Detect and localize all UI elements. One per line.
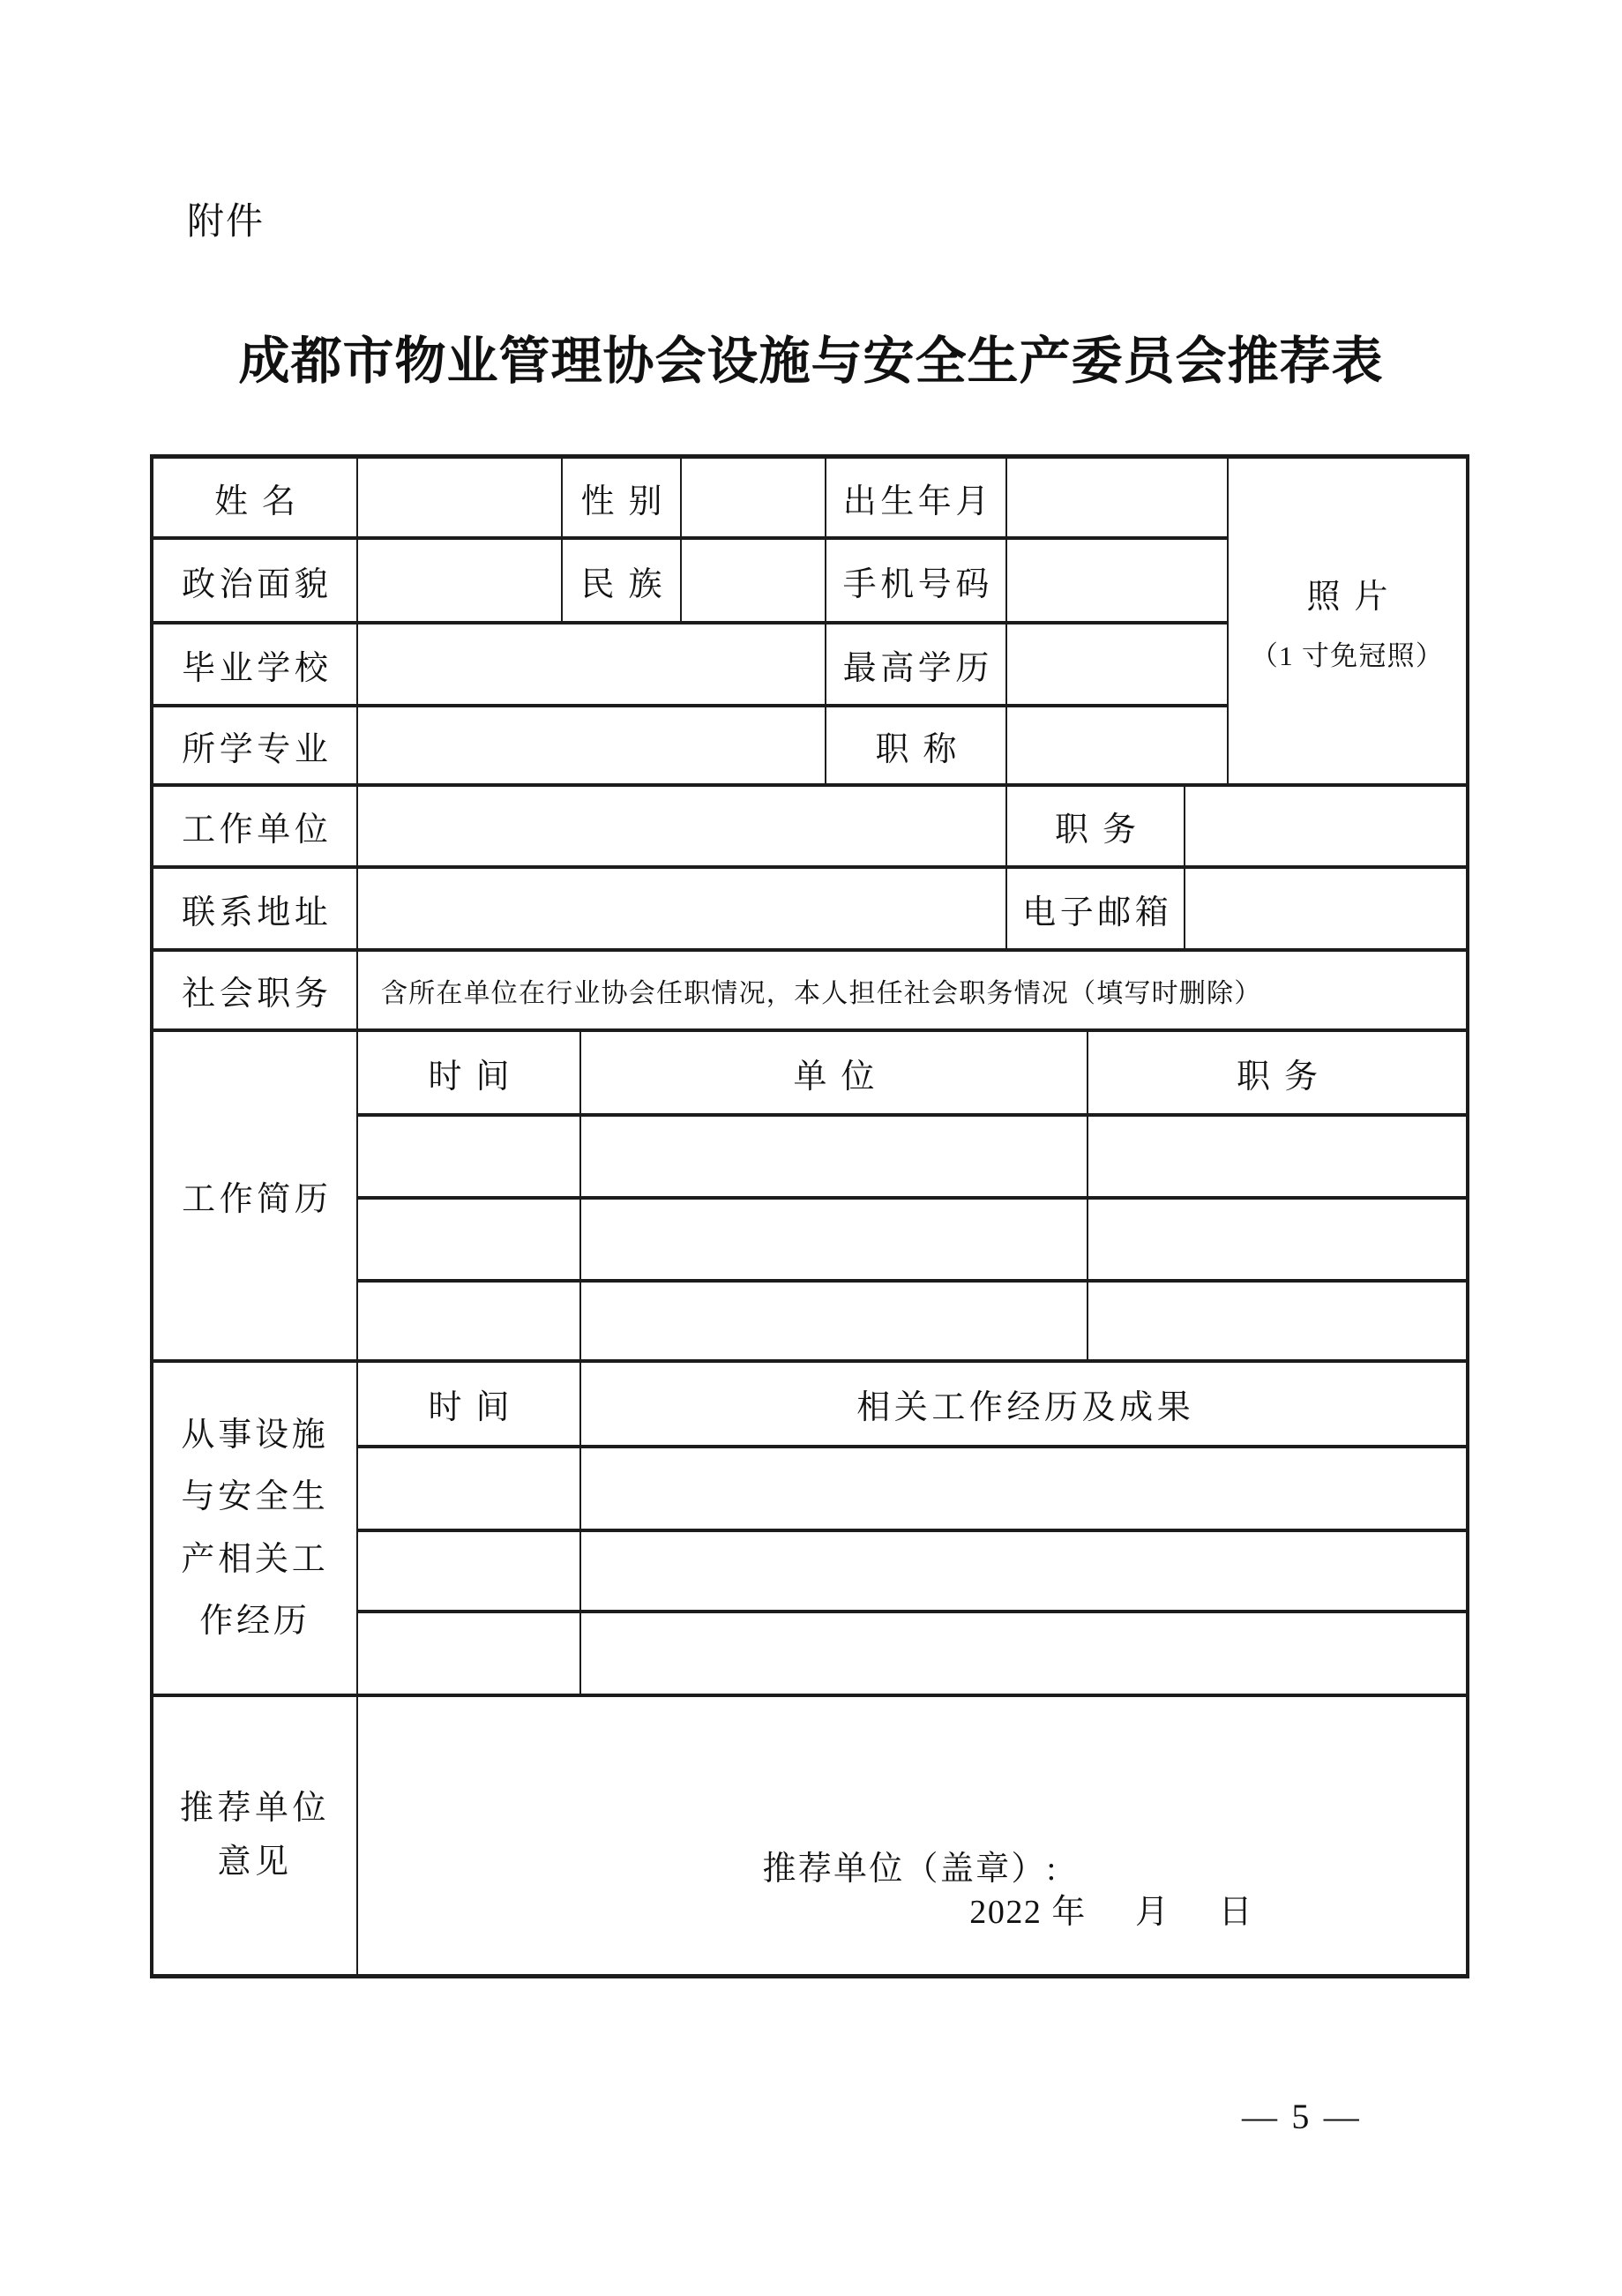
label-recommending-unit-opinion (153, 1695, 357, 1976)
work-history-org-cell (580, 1115, 1088, 1198)
safety-label-line: 产相关工 (181, 1540, 329, 1578)
label-email: 电子邮箱 (1006, 867, 1185, 950)
photo-box (1228, 457, 1467, 785)
input-email-cell (1185, 867, 1467, 950)
input-employer-cell (357, 785, 1006, 867)
work-history-org-cell (580, 1198, 1088, 1281)
label-highest-degree: 最高学历 (826, 623, 1006, 706)
page-title: 成都市物业管理协会设施与安全生产委员会推荐表 (238, 333, 1384, 390)
safety-time-cell (357, 1612, 580, 1695)
recommendation-label-line: 意见 (217, 1844, 293, 1881)
safety-label-line: 从事设施 (181, 1416, 329, 1454)
work-history-time-cell (357, 1115, 580, 1198)
attachment-label: 附件 (187, 202, 265, 243)
label-political-status: 政治面貌 (153, 538, 357, 623)
recommendation-form-table (150, 454, 1469, 1978)
work-history-header-time: 时间 (357, 1030, 580, 1115)
label-contact-address: 联系地址 (153, 867, 357, 950)
work-history-time-cell (357, 1281, 580, 1361)
safety-label-line: 作经历 (199, 1602, 310, 1640)
recommendation-date-line: 2022 年 月 日 (969, 1893, 1254, 1931)
safety-content-cell (580, 1530, 1467, 1612)
safety-content-cell (580, 1447, 1467, 1530)
input-graduate-school-cell (357, 623, 826, 706)
page-number: — 5 — (1242, 2097, 1362, 2136)
label-social-positions: 社会职务 (153, 950, 357, 1030)
input-ethnicity-cell (681, 538, 826, 623)
work-history-position-cell (1088, 1198, 1467, 1281)
safety-header-time: 时间 (357, 1361, 580, 1447)
input-major-cell (357, 706, 826, 785)
input-mobile-number-cell (1006, 538, 1228, 623)
photo-label: 照片 (1306, 579, 1402, 616)
label-mobile-number: 手机号码 (826, 538, 1006, 623)
input-political-status-cell (357, 538, 562, 623)
label-position: 职务 (1006, 785, 1185, 867)
input-birth-date-cell (1006, 457, 1228, 538)
input-position-cell (1185, 785, 1467, 867)
recommendation-label-line: 推荐单位 (179, 1790, 331, 1828)
label-professional-title: 职称 (826, 706, 1006, 785)
input-contact-address-cell (357, 867, 1006, 950)
photo-size-note: （1 寸免冠照） (1250, 640, 1445, 671)
input-professional-title-cell (1006, 706, 1228, 785)
safety-time-cell (357, 1447, 580, 1530)
social-positions-note: 含所在单位在行业协会任职情况，本人担任社会职务情况（填写时删除） (357, 950, 1467, 1030)
label-major: 所学专业 (153, 706, 357, 785)
safety-time-cell (357, 1530, 580, 1612)
label-ethnicity: 民族 (562, 538, 681, 623)
label-safety-experience (153, 1361, 357, 1695)
work-history-org-cell (580, 1281, 1088, 1361)
work-history-time-cell (357, 1198, 580, 1281)
safety-header-content: 相关工作经历及成果 (580, 1361, 1467, 1447)
label-name: 姓名 (153, 457, 357, 538)
input-highest-degree-cell (1006, 623, 1228, 706)
label-employer: 工作单位 (153, 785, 357, 867)
input-name-cell (357, 457, 562, 538)
work-history-position-cell (1088, 1115, 1467, 1198)
work-history-header-org: 单位 (580, 1030, 1088, 1115)
work-history-header-position: 职务 (1088, 1030, 1467, 1115)
safety-content-cell (580, 1612, 1467, 1695)
label-work-history: 工作简历 (153, 1030, 357, 1361)
recommending-unit-seal-line: 推荐单位（盖章）: (762, 1851, 1058, 1888)
label-graduate-school: 毕业学校 (153, 623, 357, 706)
work-history-position-cell (1088, 1281, 1467, 1361)
label-birth-date: 出生年月 (826, 457, 1006, 538)
recommendation-opinion-cell (357, 1695, 1467, 1976)
safety-label-line: 与安全生 (181, 1478, 329, 1516)
label-gender: 性别 (562, 457, 681, 538)
input-gender-cell (681, 457, 826, 538)
